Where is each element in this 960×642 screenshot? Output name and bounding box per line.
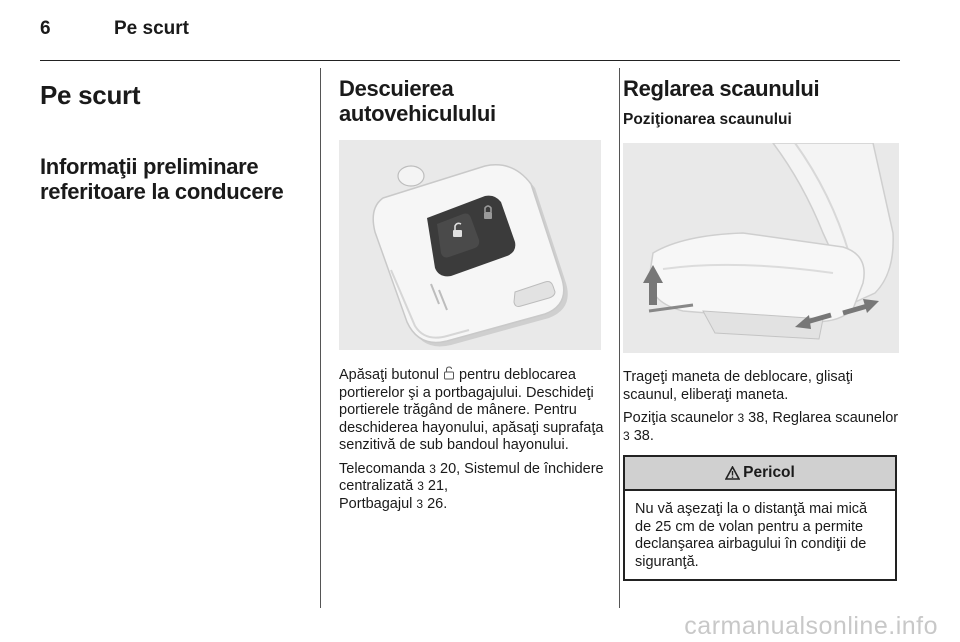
ref-boot-page[interactable]: 26. [427, 495, 448, 512]
section-title: Informaţii preliminare referitoare la conducere [40, 154, 284, 204]
ref-seat-position-page[interactable]: 38, Reglarea scaunelor [748, 410, 899, 426]
ref-seat-position-label: Poziţia scaunelor [623, 410, 734, 426]
column-2 [339, 76, 604, 519]
running-title: Pe scurt [114, 18, 189, 39]
unlock-text [339, 366, 604, 513]
page-ref-icon: 3 [623, 428, 630, 443]
unlock-title [339, 76, 604, 126]
page-ref-icon: 3 [737, 411, 745, 425]
unlock-references [339, 461, 604, 514]
column-1 [40, 76, 315, 204]
danger-box [623, 455, 897, 581]
remote-key-image [339, 140, 601, 350]
column-divider-2 [619, 68, 620, 608]
unlock-paragraph-start: Apăsaţi butonul [339, 367, 439, 383]
seat-adjust-title: Reglarea scaunului [623, 76, 820, 101]
ref-seat-adjust-page[interactable]: 38. [633, 427, 654, 444]
seat-illustration [623, 143, 899, 353]
unlock-title-line1: Descuierea [339, 76, 454, 101]
seat-text [623, 369, 903, 445]
danger-text: Nu vă aşezaţi la o distanţă mai mică de 25 cm de volan pentru a permite declanşarea airbagului în condiţii de siguranţă. [635, 501, 868, 570]
page-number: 6 [40, 18, 51, 39]
page-ref-icon: 3 [417, 479, 424, 493]
header-rule [40, 60, 900, 61]
danger-box-header [625, 457, 895, 491]
column-3 [623, 76, 903, 581]
danger-title: Pericol [743, 464, 795, 481]
ref-remote-label: Telecomanda [339, 460, 426, 477]
unlock-paragraph-rest: pentru deblocarea portierelor şi a portbagajului. Deschideţi portierele trăgând de mânere. Pentru deschiderea hayonului, apăsaţi suprafaţa senzitivă de sub bandoul hayonului. [339, 367, 604, 453]
warning-triangle-icon [725, 466, 740, 480]
unlock-paragraph [339, 366, 604, 455]
remote-key-illustration [339, 140, 601, 350]
ref-remote-page[interactable]: 20, Sistemul de închidere centralizată [339, 460, 604, 494]
chapter-title: Pe scurt [40, 80, 141, 110]
seat-image [623, 143, 899, 353]
seat-references [623, 410, 903, 445]
unlock-title-line2: autovehiculului [339, 101, 496, 126]
seat-paragraph: Trageţi maneta de deblocare, glisaţi scaunul, eliberaţi maneta. [623, 369, 853, 403]
ref-central-locking-page[interactable]: 21, [427, 478, 449, 494]
ref-boot-label: Portbagajul [339, 495, 413, 512]
seat-position-subtitle: Poziţionarea scaunului [623, 111, 792, 128]
watermark: carmanualsonline.info [684, 612, 938, 640]
column-divider-1 [320, 68, 321, 608]
page-ref-icon: 3 [416, 496, 424, 511]
page-ref-icon: 3 [429, 461, 436, 476]
unlock-icon [443, 366, 455, 380]
